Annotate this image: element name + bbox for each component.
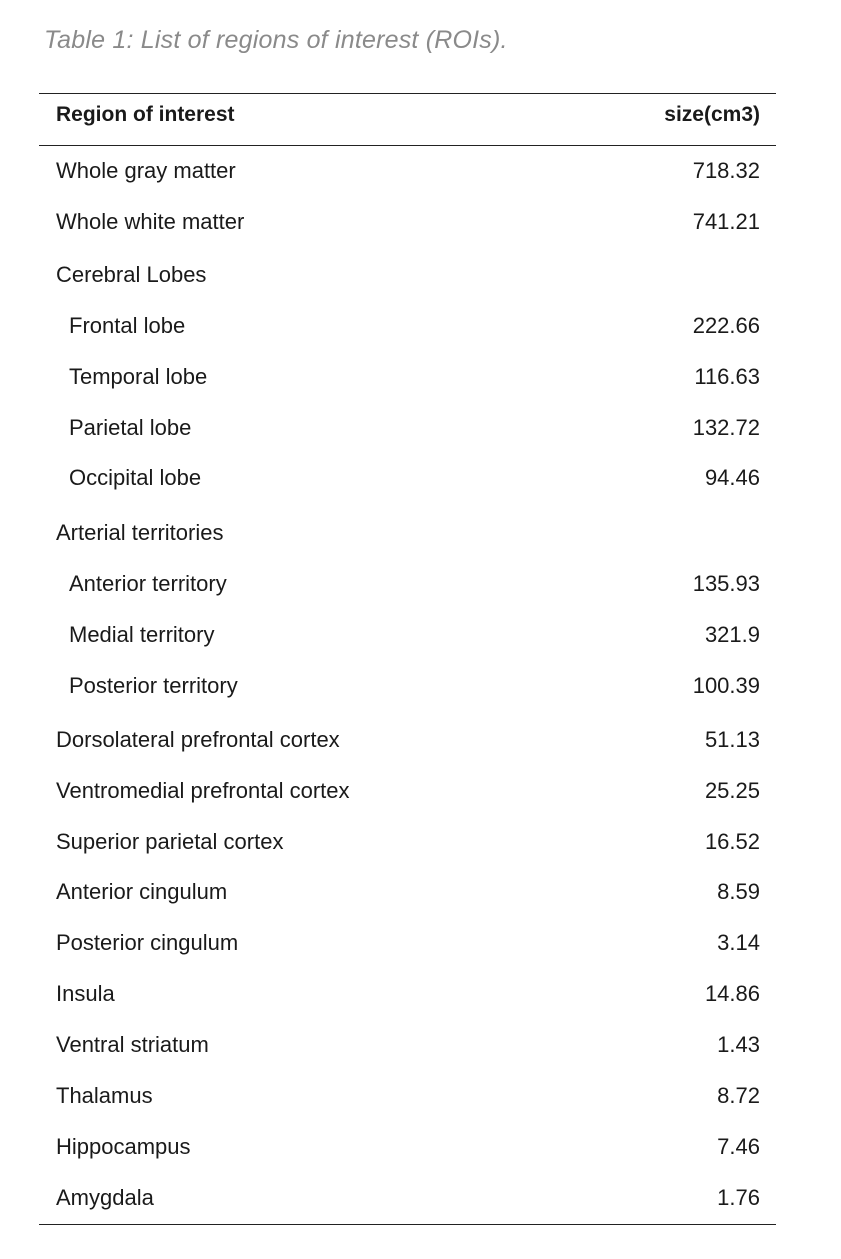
row-region: Superior parietal cortex bbox=[56, 829, 284, 854]
table-row bbox=[39, 1183, 776, 1213]
row-size: 132.72 bbox=[692, 415, 760, 440]
row-size: 7.46 bbox=[717, 1134, 760, 1159]
row-size: 100.39 bbox=[692, 673, 760, 698]
row-size: 718.32 bbox=[692, 158, 760, 183]
table-row bbox=[39, 1030, 776, 1060]
row-size: 741.21 bbox=[692, 209, 760, 234]
table-row bbox=[39, 463, 776, 493]
row-size: 16.52 bbox=[704, 829, 760, 854]
row-region: Hippocampus bbox=[56, 1134, 191, 1159]
table-row bbox=[39, 413, 776, 443]
row-size: 222.66 bbox=[692, 313, 760, 338]
row-size: 3.14 bbox=[717, 930, 760, 955]
table-row bbox=[39, 362, 776, 392]
bottom-rule bbox=[39, 1224, 776, 1225]
table-row bbox=[39, 1081, 776, 1111]
row-size: 14.86 bbox=[704, 981, 760, 1006]
row-region: Frontal lobe bbox=[69, 313, 186, 338]
row-region: Ventromedial prefrontal cortex bbox=[56, 778, 350, 803]
table-row bbox=[39, 928, 776, 958]
table-row bbox=[39, 1132, 776, 1162]
row-region: Ventral striatum bbox=[56, 1032, 209, 1057]
row-region: Parietal lobe bbox=[69, 415, 192, 440]
row-region: Whole white matter bbox=[56, 209, 245, 234]
row-region: Dorsolateral prefrontal cortex bbox=[56, 727, 340, 752]
row-size: 1.76 bbox=[717, 1185, 760, 1210]
row-region: Whole gray matter bbox=[56, 158, 236, 183]
row-region: Temporal lobe bbox=[69, 364, 208, 389]
table-row bbox=[39, 725, 776, 755]
row-region: Posterior cingulum bbox=[56, 930, 239, 955]
row-size: 321.9 bbox=[704, 622, 760, 647]
row-size: 25.25 bbox=[704, 778, 760, 803]
table-row bbox=[39, 569, 776, 599]
table-row bbox=[39, 776, 776, 806]
table-header-row bbox=[39, 94, 776, 145]
header-size: size(cm3) bbox=[664, 103, 760, 126]
table-row bbox=[39, 156, 776, 186]
row-size: 51.13 bbox=[704, 727, 760, 752]
row-region: Arterial territories bbox=[56, 520, 224, 545]
table-row bbox=[39, 311, 776, 341]
row-region: Cerebral Lobes bbox=[56, 262, 207, 287]
row-region: Anterior cingulum bbox=[56, 879, 228, 904]
row-region: Amygdala bbox=[56, 1185, 154, 1210]
roi-table bbox=[39, 93, 776, 1210]
table-row bbox=[39, 671, 776, 701]
table-row bbox=[39, 620, 776, 650]
row-region: Insula bbox=[56, 981, 115, 1006]
row-size: 8.59 bbox=[717, 879, 760, 904]
row-region: Anterior territory bbox=[69, 571, 227, 596]
row-size: 116.63 bbox=[694, 364, 760, 389]
row-region: Occipital lobe bbox=[69, 465, 202, 490]
table-row bbox=[39, 518, 776, 548]
row-region: Thalamus bbox=[56, 1083, 153, 1108]
row-region: Medial territory bbox=[69, 622, 215, 647]
table-row bbox=[39, 207, 776, 237]
row-size: 135.93 bbox=[692, 571, 760, 596]
header-region: Region of interest bbox=[56, 103, 235, 126]
table-row bbox=[39, 260, 776, 290]
table-row bbox=[39, 827, 776, 857]
row-size: 94.46 bbox=[704, 465, 760, 490]
row-size: 1.43 bbox=[717, 1032, 760, 1057]
row-region: Posterior territory bbox=[69, 673, 238, 698]
table-row bbox=[39, 979, 776, 1009]
table-caption: Table 1: List of regions of interest (ROIs). bbox=[44, 26, 508, 54]
header-rule bbox=[39, 145, 776, 146]
row-size: 8.72 bbox=[717, 1083, 760, 1108]
table-row bbox=[39, 877, 776, 907]
